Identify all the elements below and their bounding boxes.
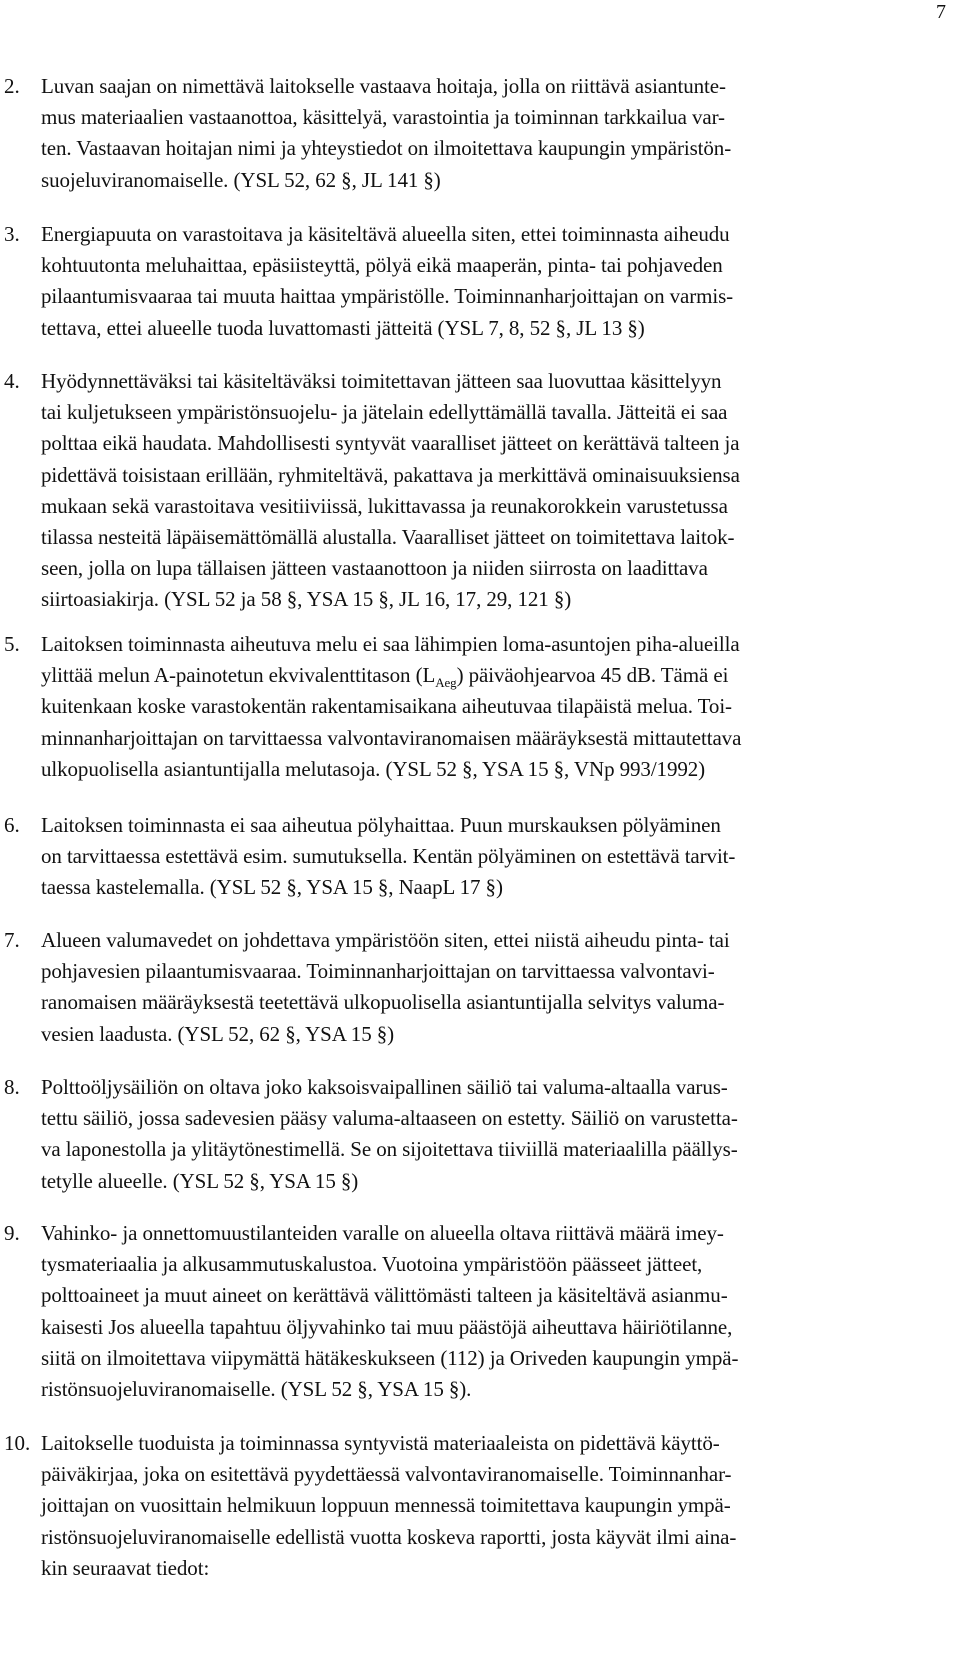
- text-line: Laitoksen toiminnasta aiheutuva melu ei saa lähimpien loma-asuntojen piha-alueilla: [41, 632, 740, 656]
- item-number: 4.: [4, 369, 20, 393]
- item-number: 9.: [4, 1221, 20, 1245]
- item-number: 8.: [4, 1075, 20, 1099]
- text-line-end: ) päiväohjearvoa 45 dB. Tämä ei: [456, 663, 729, 688]
- item-text: [41, 219, 941, 344]
- item-number: 3.: [4, 222, 20, 246]
- text-line: Laitokselle tuoduista ja toiminnassa syntyvistä materiaaleista on pidettävä käyttö-: [41, 1431, 720, 1455]
- page-number: 7: [936, 1, 946, 23]
- text-line: tetylle alueelle. (YSL 52 §, YSA 15 §): [41, 1168, 359, 1193]
- text-line: Polttoöljysäiliön on oltava joko kaksoisvaipallinen säiliö tai valuma-altaalla varus-: [41, 1075, 728, 1099]
- item-number: 2.: [4, 74, 20, 98]
- text-line: Vahinko- ja onnettomuustilanteiden varalle on alueella oltava riittävä määrä imey-: [41, 1221, 724, 1245]
- text-line: pilaantumisvaaraa tai muuta haittaa ympäristölle. Toiminnanharjoittajan on varmis-: [41, 284, 734, 309]
- text-line: siirtoasiakirja. (YSL 52 ja 58 §, YSA 15 §, JL 16, 17, 29, 121 §): [41, 587, 572, 612]
- text-line: pohjavesien pilaantumisvaaraa. Toiminnanharjoittajan on tarvittaessa valvontavi-: [41, 959, 715, 984]
- item-text: [41, 1072, 941, 1197]
- text-line: ulkopuolisella asiantuntijalla melutasoja. (YSL 52 §, YSA 15 §, VNp 993/1992): [41, 756, 706, 781]
- item-text: [41, 71, 941, 196]
- text-line: joittajan on vuosittain helmikuun loppuun mennessä toimitettava kaupungin ympä-: [41, 1493, 731, 1518]
- text-line: Luvan saajan on nimettävä laitokselle vastaava hoitaja, jolla on riittävä asiantunte-: [41, 74, 726, 98]
- text-line: on tarvittaessa estettävä esim. sumutuksella. Kentän pölyäminen on estettävä tarvit-: [41, 844, 736, 869]
- item-text: [41, 810, 941, 904]
- item-number: 5.: [4, 632, 20, 656]
- text-line: pidettävä toisistaan erillään, ryhmiteltävä, pakattava ja merkittävä ominaisuuksiensa: [41, 462, 740, 487]
- text-line: päiväkirjaa, joka on esitettävä pyydettäessä valvontaviranomaiselle. Toiminnanhar-: [41, 1462, 732, 1487]
- text-line: mukaan sekä varastoitava vesitiiviissä, lukittavassa ja reunakorokkein varustetussa: [41, 493, 728, 518]
- subscript-aeg: Aeg: [435, 675, 457, 691]
- text-line: kaisesti Jos alueella tapahtuu öljyvahinko tai muu päästöjä aiheuttava häiriötilanne,: [41, 1314, 733, 1339]
- text-line: Hyödynnettäväksi tai käsiteltäväksi toimitettavan jätteen saa luovuttaa käsittelyyn: [41, 369, 722, 393]
- item-number: 10.: [4, 1431, 31, 1455]
- item-text: [41, 366, 941, 616]
- text-line: kuitenkaan koske varastokentän rakentamisaikana aiheutuvaa tilapäistä melua. Toi-: [41, 694, 732, 719]
- text-line: ristönsuojeluviranomaiselle edellistä vuotta koskeva raportti, josta käyvät ilmi aina-: [41, 1524, 737, 1549]
- text-line: kohtuutonta meluhaittaa, epäsiisteyttä, pölyä eikä maaperän, pinta- tai pohjaveden: [41, 253, 723, 278]
- text-line: ten. Vastaavan hoitajan nimi ja yhteystiedot on ilmoitettava kaupungin ympäristön-: [41, 136, 732, 161]
- text-line: tysmateriaalia ja alkusammutuskalustoa. Vuotoina ympäristöön päässeet jätteet,: [41, 1252, 703, 1277]
- item-text: [41, 629, 941, 785]
- text-line: polttaa eikä haudata. Mahdollisesti syntyvät vaaralliset jätteet on kerättävä talteen ja: [41, 431, 740, 456]
- text-line: mus materiaalien vastaanottoa, käsittelyä, varastointia ja toiminnan tarkkailua var-: [41, 105, 725, 130]
- text-line: tai kuljetukseen ympäristönsuojelu- ja jätelain edellyttämällä tavalla. Jätteitä ei saa: [41, 400, 728, 425]
- text-line: tettava, ettei alueelle tuoda luvattomasti jätteitä (YSL 7, 8, 52 §, JL 13 §): [41, 315, 645, 340]
- text-line: va laponestolla ja ylitäytönestimellä. Se on sijoitettava tiiviillä materiaalilla päällys-: [41, 1137, 738, 1162]
- text-line: minnanharjoittajan on tarvittaessa valvontaviranomaisen määräyksestä mittautettava: [41, 725, 742, 750]
- text-line-start: ylittää melun A-painotetun ekvivalenttitason (L: [41, 663, 436, 688]
- text-line: [41, 660, 941, 691]
- item-text: [41, 925, 941, 1050]
- item-text: [41, 1218, 941, 1405]
- text-line: tilassa nesteitä läpäisemättömällä alustalla. Vaaralliset jätteet on toimitettava laitok-: [41, 525, 735, 550]
- text-line: siitä on ilmoitettava viipymättä hätäkeskukseen (112) ja Oriveden kaupungin ympä-: [41, 1345, 739, 1370]
- text-line: suojeluviranomaiselle. (YSL 52, 62 §, JL 141 §): [41, 167, 441, 192]
- text-line: Energiapuuta on varastoitava ja käsiteltävä alueella siten, ettei toiminnasta aiheudu: [41, 222, 730, 246]
- text-line: ranomaisen määräyksestä teetettävä ulkopuolisella asiantuntijalla selvitys valuma-: [41, 990, 725, 1015]
- text-line: polttoaineet ja muut aineet on kerättävä välittömästi talteen ja käsiteltävä asianmu-: [41, 1283, 728, 1308]
- text-line: vesien laadusta. (YSL 52, 62 §, YSA 15 §): [41, 1021, 395, 1046]
- item-text: [41, 1428, 941, 1584]
- text-line: ristönsuojeluviranomaiselle. (YSL 52 §, YSA 15 §).: [41, 1377, 472, 1402]
- text-line: Alueen valumavedet on johdettava ympäristöön siten, ettei niistä aiheudu pinta- tai: [41, 928, 730, 952]
- text-line: Laitoksen toiminnasta ei saa aiheutua pölyhaittaa. Puun murskauksen pölyäminen: [41, 813, 721, 837]
- text-line: taessa kastelemalla. (YSL 52 §, YSA 15 §, NaapL 17 §): [41, 875, 503, 900]
- text-line: seen, jolla on lupa tällaisen jätteen vastaanottoon ja niiden siirrosta on laadittava: [41, 556, 708, 581]
- item-number: 7.: [4, 928, 20, 952]
- text-line: kin seuraavat tiedot:: [41, 1555, 210, 1580]
- text-line: tettu säiliö, jossa sadevesien pääsy valuma-altaaseen on estetty. Säiliö on varustetta-: [41, 1106, 738, 1131]
- item-number: 6.: [4, 813, 20, 837]
